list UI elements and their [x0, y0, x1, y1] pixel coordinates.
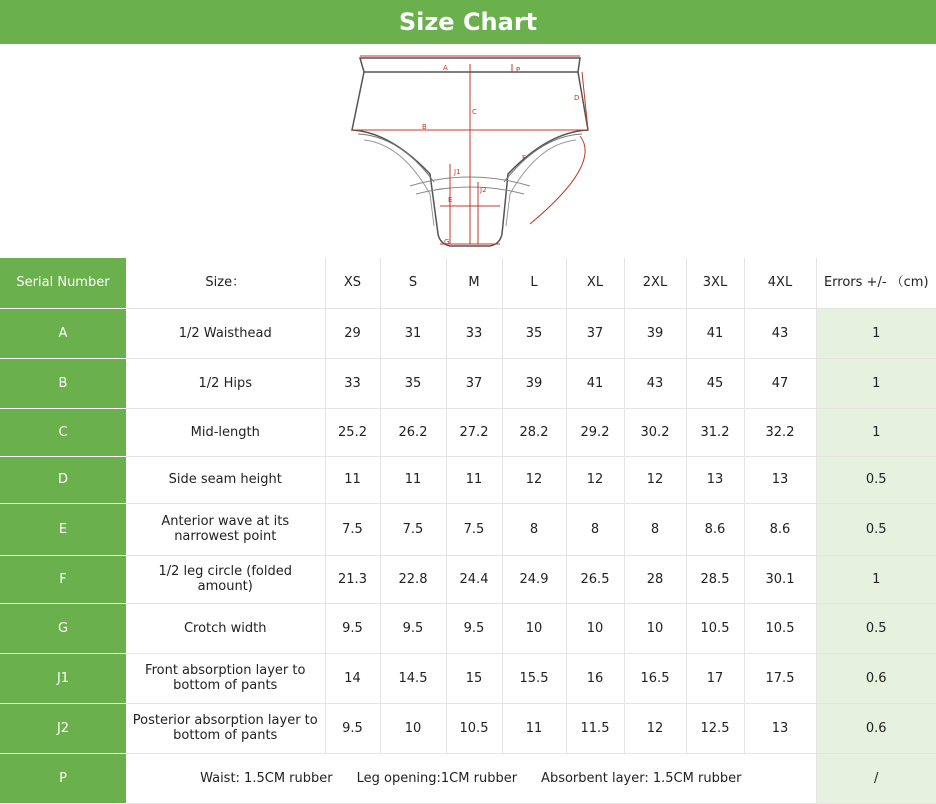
- header-size: Size：: [126, 258, 325, 308]
- row-error: 0.6: [816, 653, 936, 703]
- rubber-note: Absorbent layer: 1.5CM rubber: [541, 770, 742, 786]
- row-value: 13: [686, 456, 744, 503]
- row-value: 43: [624, 358, 686, 408]
- row-value: 16.5: [624, 653, 686, 703]
- garment-diagram: [0, 44, 936, 258]
- row-value: 10.5: [686, 603, 744, 653]
- row-value: 12: [502, 456, 566, 503]
- row-value: 33: [446, 308, 502, 358]
- row-value: 43: [744, 308, 816, 358]
- row-value: 17.5: [744, 653, 816, 703]
- row-value: 12: [624, 703, 686, 753]
- table-row: [0, 358, 936, 408]
- row-value: 24.4: [446, 555, 502, 603]
- table-row: [0, 555, 936, 603]
- diagram-label-e: E: [448, 196, 453, 204]
- table-row: [0, 653, 936, 703]
- table-header-row: [0, 258, 936, 308]
- row-serial: J2: [0, 703, 126, 753]
- size-chart-table: [0, 258, 936, 804]
- row-value: 31.2: [686, 408, 744, 456]
- row-error: 0.6: [816, 703, 936, 753]
- row-value: 41: [566, 358, 624, 408]
- row-error: 1: [816, 358, 936, 408]
- row-value: 15.5: [502, 653, 566, 703]
- header-size-2xl: 2XL: [624, 258, 686, 308]
- row-value: 26.2: [380, 408, 446, 456]
- row-value: 10.5: [744, 603, 816, 653]
- diagram-label-f: F: [522, 154, 527, 162]
- row-value: 9.5: [325, 603, 380, 653]
- row-value: 24.9: [502, 555, 566, 603]
- row-serial: D: [0, 456, 126, 503]
- row-value: 7.5: [380, 503, 446, 555]
- row-value: 12: [624, 456, 686, 503]
- row-value: 12.5: [686, 703, 744, 753]
- row-serial: J1: [0, 653, 126, 703]
- table-row: [0, 503, 936, 555]
- row-error: 1: [816, 555, 936, 603]
- row-value: 15: [446, 653, 502, 703]
- row-value: 10.5: [446, 703, 502, 753]
- row-value: 41: [686, 308, 744, 358]
- rubber-notes: [126, 753, 816, 803]
- row-error: 1: [816, 308, 936, 358]
- row-value: 35: [502, 308, 566, 358]
- row-value: 17: [686, 653, 744, 703]
- row-label: Mid-length: [126, 408, 325, 456]
- row-value: 11.5: [566, 703, 624, 753]
- row-value: 13: [744, 703, 816, 753]
- header-size-3xl: 3XL: [686, 258, 744, 308]
- row-value: 8.6: [686, 503, 744, 555]
- row-value: 30.2: [624, 408, 686, 456]
- row-label: Crotch width: [126, 603, 325, 653]
- row-error: /: [816, 753, 936, 803]
- row-value: 35: [380, 358, 446, 408]
- diagram-label-d: D: [574, 94, 580, 102]
- diagram-label-p: P: [516, 66, 521, 74]
- row-value: 28.5: [686, 555, 744, 603]
- row-label: Anterior wave at its narrowest point: [126, 503, 325, 555]
- row-value: 9.5: [446, 603, 502, 653]
- row-value: 8: [566, 503, 624, 555]
- row-label: 1/2 Hips: [126, 358, 325, 408]
- row-value: 14.5: [380, 653, 446, 703]
- row-value: 13: [744, 456, 816, 503]
- row-value: 29: [325, 308, 380, 358]
- row-value: 37: [446, 358, 502, 408]
- row-value: 8: [502, 503, 566, 555]
- row-value: 39: [502, 358, 566, 408]
- header-errors: Errors +/- （cm): [816, 258, 936, 308]
- row-value: 11: [446, 456, 502, 503]
- row-value: 30.1: [744, 555, 816, 603]
- header-size-s: S: [380, 258, 446, 308]
- diagram-label-g: G: [444, 238, 450, 246]
- row-value: 9.5: [325, 703, 380, 753]
- row-value: 11: [325, 456, 380, 503]
- row-value: 47: [744, 358, 816, 408]
- header-size-m: M: [446, 258, 502, 308]
- row-value: 14: [325, 653, 380, 703]
- diagram-label-j2: J2: [480, 186, 487, 194]
- row-serial: G: [0, 603, 126, 653]
- row-value: 26.5: [566, 555, 624, 603]
- row-label: Side seam height: [126, 456, 325, 503]
- table-row: [0, 308, 936, 358]
- row-serial: B: [0, 358, 126, 408]
- row-label: Front absorption layer to bottom of pants: [126, 653, 325, 703]
- row-value: 11: [502, 703, 566, 753]
- row-serial: F: [0, 555, 126, 603]
- table-row: [0, 456, 936, 503]
- row-value: 32.2: [744, 408, 816, 456]
- row-value: 7.5: [325, 503, 380, 555]
- row-error: 0.5: [816, 503, 936, 555]
- row-value: 37: [566, 308, 624, 358]
- row-value: 33: [325, 358, 380, 408]
- page-title: Size Chart: [0, 0, 936, 44]
- row-serial: C: [0, 408, 126, 456]
- row-label: Posterior absorption layer to bottom of pants: [126, 703, 325, 753]
- table-row-p: [0, 753, 936, 803]
- diagram-label-b: B: [422, 123, 427, 131]
- rubber-note: Leg opening:1CM rubber: [356, 770, 518, 786]
- row-value: 22.8: [380, 555, 446, 603]
- row-value: 8: [624, 503, 686, 555]
- header-serial: Serial Number: [0, 258, 126, 308]
- row-value: 28: [624, 555, 686, 603]
- row-error: 1: [816, 408, 936, 456]
- row-value: 16: [566, 653, 624, 703]
- header-size-xl: XL: [566, 258, 624, 308]
- row-value: 29.2: [566, 408, 624, 456]
- diagram-label-c: C: [472, 108, 477, 116]
- header-size-xs: XS: [325, 258, 380, 308]
- row-error: 0.5: [816, 603, 936, 653]
- table-row: [0, 408, 936, 456]
- diagram-label-a: A: [443, 64, 448, 72]
- row-value: 27.2: [446, 408, 502, 456]
- row-value: 9.5: [380, 603, 446, 653]
- row-value: 10: [624, 603, 686, 653]
- row-label: 1/2 Waisthead: [126, 308, 325, 358]
- header-size-4xl: 4XL: [744, 258, 816, 308]
- row-value: 10: [380, 703, 446, 753]
- diagram-label-j1: J1: [454, 168, 461, 176]
- row-value: 39: [624, 308, 686, 358]
- table-row: [0, 603, 936, 653]
- header-size-l: L: [502, 258, 566, 308]
- briefs-illustration: [330, 44, 610, 258]
- row-value: 10: [566, 603, 624, 653]
- row-value: 11: [380, 456, 446, 503]
- row-value: 31: [380, 308, 446, 358]
- row-value: 21.3: [325, 555, 380, 603]
- row-value: 7.5: [446, 503, 502, 555]
- row-value: 28.2: [502, 408, 566, 456]
- row-error: 0.5: [816, 456, 936, 503]
- table-row: [0, 703, 936, 753]
- rubber-note: Waist: 1.5CM rubber: [200, 770, 333, 786]
- row-value: 25.2: [325, 408, 380, 456]
- row-value: 45: [686, 358, 744, 408]
- row-value: 8.6: [744, 503, 816, 555]
- row-serial: E: [0, 503, 126, 555]
- row-serial: P: [0, 753, 126, 803]
- row-value: 12: [566, 456, 624, 503]
- row-label: 1/2 leg circle (folded amount): [126, 555, 325, 603]
- row-value: 10: [502, 603, 566, 653]
- row-serial: A: [0, 308, 126, 358]
